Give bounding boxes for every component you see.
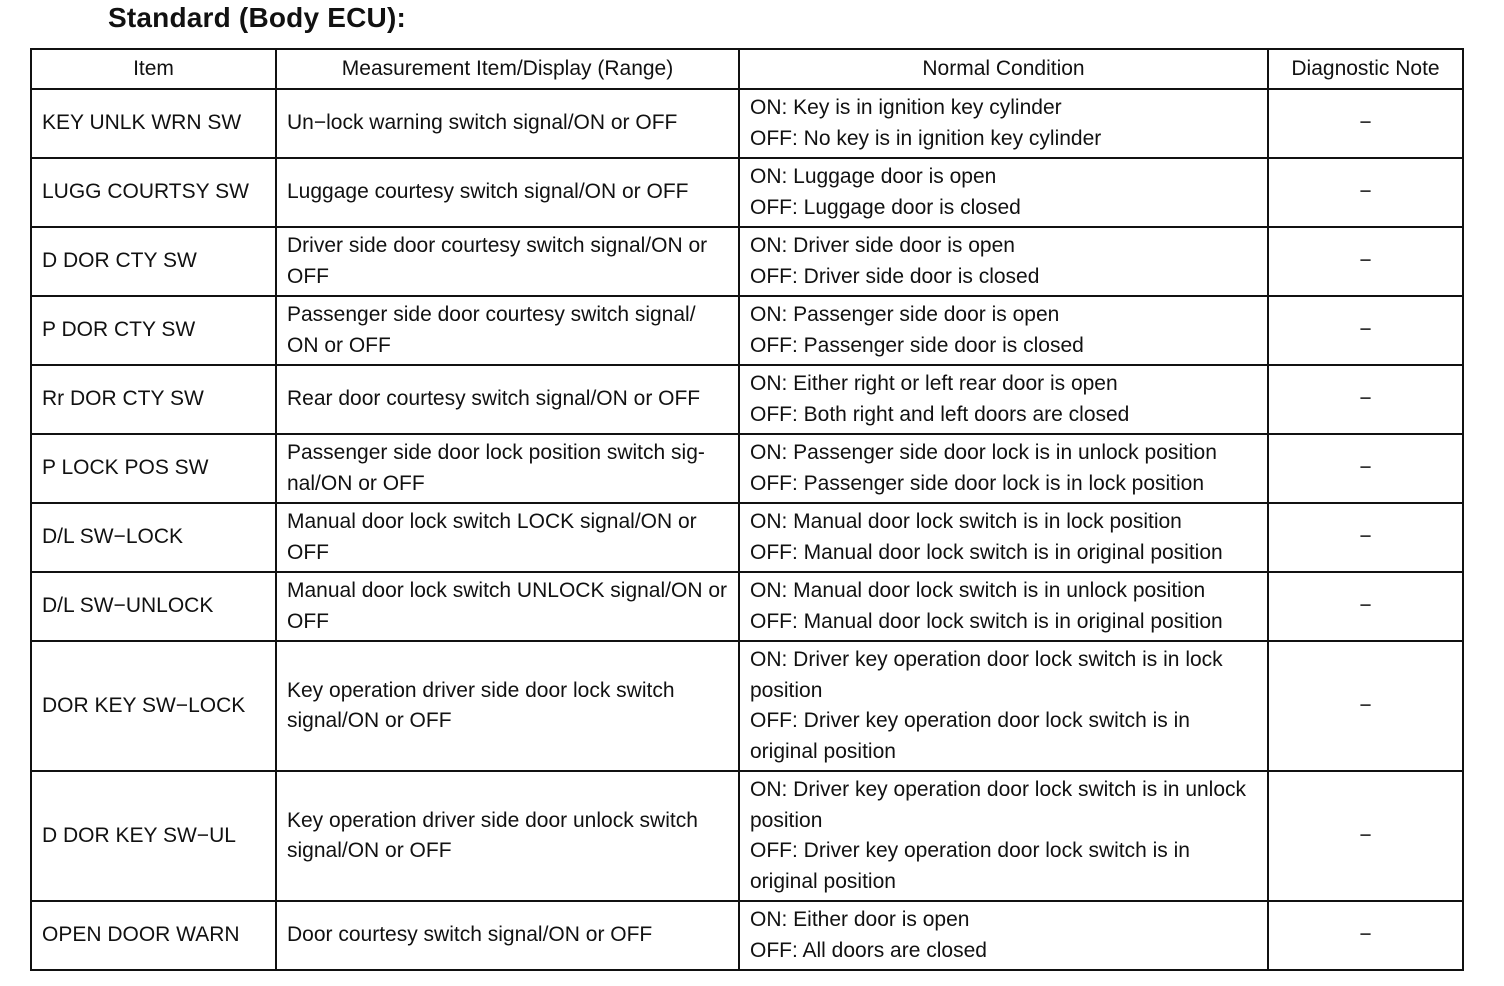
measurement-cell: Door courtesy switch signal/ON or OFF — [276, 901, 739, 970]
normal-condition-cell — [739, 901, 1268, 970]
diagnostic-note-cell: − — [1268, 771, 1463, 901]
diagnostic-note-cell: − — [1268, 901, 1463, 970]
normal-on-text: ON: Key is in ignition key cylinder — [750, 96, 1062, 119]
table-row — [31, 771, 1463, 901]
normal-on-text: ON: Passenger side door lock is in unlock position — [750, 441, 1217, 464]
item-cell: OPEN DOOR WARN — [31, 901, 276, 970]
table-row — [31, 158, 1463, 227]
table-row — [31, 641, 1463, 771]
normal-on-text: ON: Luggage door is open — [750, 165, 997, 188]
table-row — [31, 89, 1463, 158]
normal-condition-cell — [739, 365, 1268, 434]
normal-off-text: OFF: Passenger side door lock is in lock position — [750, 471, 1205, 495]
measurement-cell: Rear door courtesy switch signal/ON or OFF — [276, 365, 739, 434]
measurement-cell: Un−lock warning switch signal/ON or OFF — [276, 89, 739, 158]
header-measurement: Measurement Item/Display (Range) — [276, 49, 739, 89]
normal-off-text: OFF: Driver side door is closed — [750, 264, 1040, 288]
measurement-cell: Driver side door courtesy switch signal/ON or OFF — [276, 227, 739, 296]
normal-off-text: OFF: All doors are closed — [750, 938, 987, 962]
normal-condition-cell — [739, 227, 1268, 296]
normal-on-text: ON: Driver key operation door lock switch is in unlock position — [750, 778, 1247, 832]
normal-off-text: OFF: Passenger side door is closed — [750, 333, 1084, 357]
normal-condition-cell — [739, 434, 1268, 503]
normal-on-text: ON: Either right or left rear door is open — [750, 372, 1118, 395]
normal-on-text: ON: Driver key operation door lock switch is in lock position — [750, 648, 1223, 702]
page-title: Standard (Body ECU): — [108, 2, 406, 33]
table-header-row — [31, 49, 1463, 89]
table-row — [31, 434, 1463, 503]
item-cell: P LOCK POS SW — [31, 434, 276, 503]
body-ecu-data-table — [30, 48, 1464, 971]
diagnostic-note-cell: − — [1268, 503, 1463, 572]
item-cell: DOR KEY SW−LOCK — [31, 641, 276, 771]
normal-condition-cell — [739, 89, 1268, 158]
item-cell: Rr DOR CTY SW — [31, 365, 276, 434]
normal-off-text: OFF: Luggage door is closed — [750, 195, 1021, 219]
item-cell: D DOR CTY SW — [31, 227, 276, 296]
diagnostic-note-cell: − — [1268, 434, 1463, 503]
normal-off-text: OFF: Manual door lock switch is in original position — [750, 609, 1223, 633]
table-row — [31, 365, 1463, 434]
item-cell: P DOR CTY SW — [31, 296, 276, 365]
normal-condition-cell — [739, 158, 1268, 227]
diagnostic-note-cell: − — [1268, 296, 1463, 365]
header-item: Item — [31, 49, 276, 89]
normal-on-text: ON: Driver side door is open — [750, 234, 1015, 257]
normal-condition-cell — [739, 503, 1268, 572]
diagnostic-note-cell: − — [1268, 641, 1463, 771]
measurement-cell: Passenger side door courtesy switch signal/ ON or OFF — [276, 296, 739, 365]
header-diagnostic-note: Diagnostic Note — [1268, 49, 1463, 89]
diagnostic-note-cell: − — [1268, 227, 1463, 296]
measurement-cell: Luggage courtesy switch signal/ON or OFF — [276, 158, 739, 227]
measurement-cell: Key operation driver side door unlock switch signal/ON or OFF — [276, 771, 739, 901]
diagnostic-note-cell: − — [1268, 572, 1463, 641]
normal-off-text: OFF: Both right and left doors are closed — [750, 402, 1130, 426]
measurement-cell: Manual door lock switch LOCK signal/ON or OFF — [276, 503, 739, 572]
table-row — [31, 503, 1463, 572]
item-cell: D/L SW−UNLOCK — [31, 572, 276, 641]
normal-on-text: ON: Either door is open — [750, 908, 970, 931]
measurement-cell: Manual door lock switch UNLOCK signal/ON or OFF — [276, 572, 739, 641]
normal-condition-cell — [739, 296, 1268, 365]
normal-condition-cell — [739, 641, 1268, 771]
normal-on-text: ON: Manual door lock switch is in unlock position — [750, 579, 1206, 602]
normal-condition-cell — [739, 771, 1268, 901]
item-cell: KEY UNLK WRN SW — [31, 89, 276, 158]
normal-off-text: OFF: Driver key operation door lock switch is in original position — [750, 709, 1190, 763]
diagnostic-note-cell: − — [1268, 89, 1463, 158]
item-cell: LUGG COURTSY SW — [31, 158, 276, 227]
table-row — [31, 296, 1463, 365]
normal-off-text: OFF: Driver key operation door lock switch is in original position — [750, 839, 1190, 893]
normal-on-text: ON: Manual door lock switch is in lock position — [750, 510, 1182, 533]
measurement-cell: Passenger side door lock position switch signal/ON or OFF — [276, 434, 739, 503]
diagnostic-note-cell: − — [1268, 158, 1463, 227]
table-row — [31, 572, 1463, 641]
item-cell: D/L SW−LOCK — [31, 503, 276, 572]
normal-off-text: OFF: Manual door lock switch is in original position — [750, 540, 1223, 564]
normal-on-text: ON: Passenger side door is open — [750, 303, 1060, 326]
table-row — [31, 901, 1463, 970]
diagnostic-note-cell: − — [1268, 365, 1463, 434]
table-row — [31, 227, 1463, 296]
header-normal-condition: Normal Condition — [739, 49, 1268, 89]
measurement-cell: Key operation driver side door lock switch signal/ON or OFF — [276, 641, 739, 771]
item-cell: D DOR KEY SW−UL — [31, 771, 276, 901]
normal-condition-cell — [739, 572, 1268, 641]
normal-off-text: OFF: No key is in ignition key cylinder — [750, 126, 1102, 150]
